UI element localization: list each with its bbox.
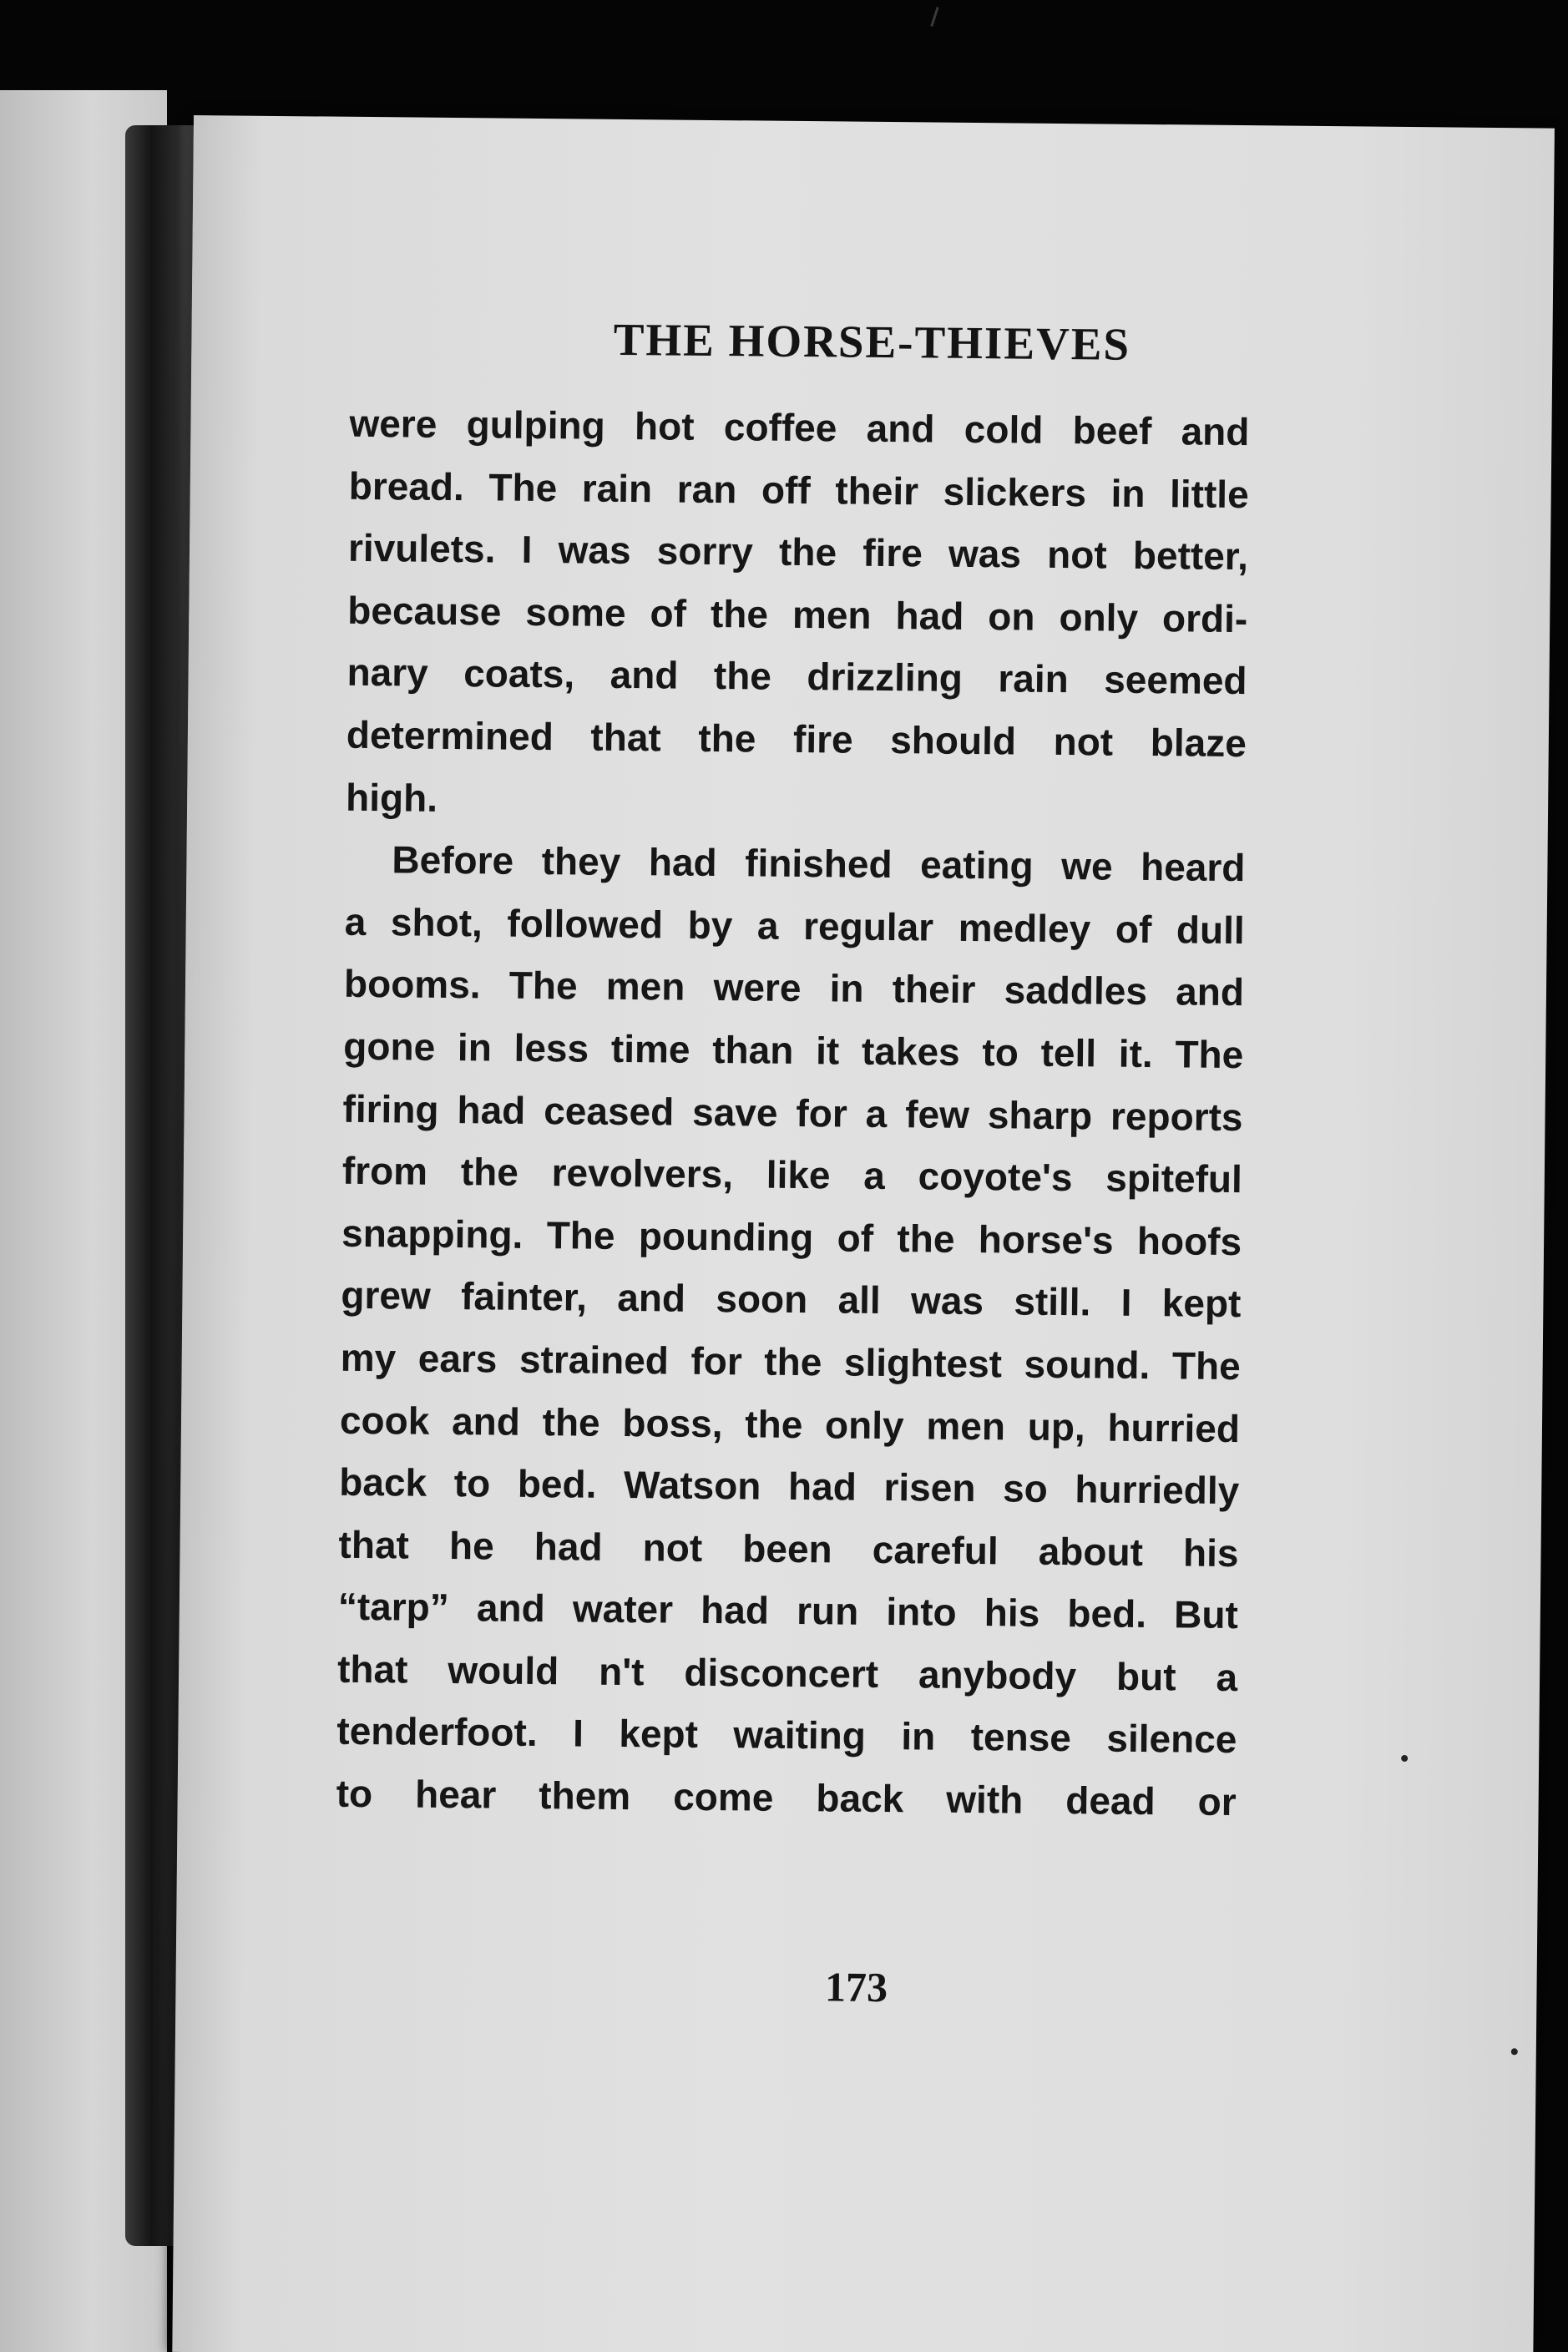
text-line: snapping. The pounding of the horse's hoofs xyxy=(341,1211,1242,1263)
scan-artifact-mark xyxy=(930,7,938,27)
text-line: bread. The rain ran off their slickers in little xyxy=(348,463,1249,516)
text-line: because some of the men had on only ordi- xyxy=(347,588,1248,640)
book-page xyxy=(172,115,1555,2352)
text-line: that would n't disconcert anybody but a xyxy=(336,1646,1238,1699)
text-line: gone in less time than it takes to tell it. The xyxy=(343,1024,1244,1077)
text-line: were gulping hot coffee and cold beef and xyxy=(349,401,1250,454)
text-line: booms. The men were in their saddles and xyxy=(343,962,1245,1014)
text-line: firing had ceased save for a few sharp reports xyxy=(342,1086,1243,1139)
page-number: 173 xyxy=(824,1963,888,2011)
text-line: Before they had finished eating we heard xyxy=(392,837,1246,890)
text-line: grew fainter, and soon all was still. I kept xyxy=(341,1273,1242,1326)
text-line: nary coats, and the drizzling rain seemed xyxy=(346,650,1247,703)
body-text xyxy=(336,392,1249,1834)
text-line: cook and the boss, the only men up, hurried xyxy=(339,1398,1241,1450)
paper-speck xyxy=(1401,1755,1408,1762)
text-line: back to bed. Watson had risen so hurriedly xyxy=(339,1459,1240,1513)
text-line: to hear them come back with dead or xyxy=(336,1771,1237,1824)
text-line: “tarp” and water had run into his bed. But xyxy=(337,1585,1239,1637)
paper-speck xyxy=(1511,2048,1518,2055)
text-line: tenderfoot. I kept waiting in tense silence xyxy=(336,1709,1237,1762)
text-line: a shot, followed by a regular medley of dull xyxy=(344,899,1245,952)
text-line: that he had not been careful about his xyxy=(338,1522,1239,1575)
text-line: from the revolvers, like a coyote's spiteful xyxy=(341,1148,1243,1201)
running-head: THE HORSE-THIEVES xyxy=(613,313,1131,370)
text-line: determined that the fire should not blaze xyxy=(346,712,1247,766)
text-line: my ears strained for the slightest sound. The xyxy=(340,1335,1241,1388)
text-line: rivulets. I was sorry the fire was not better, xyxy=(347,525,1249,579)
text-line: high. xyxy=(345,775,438,820)
